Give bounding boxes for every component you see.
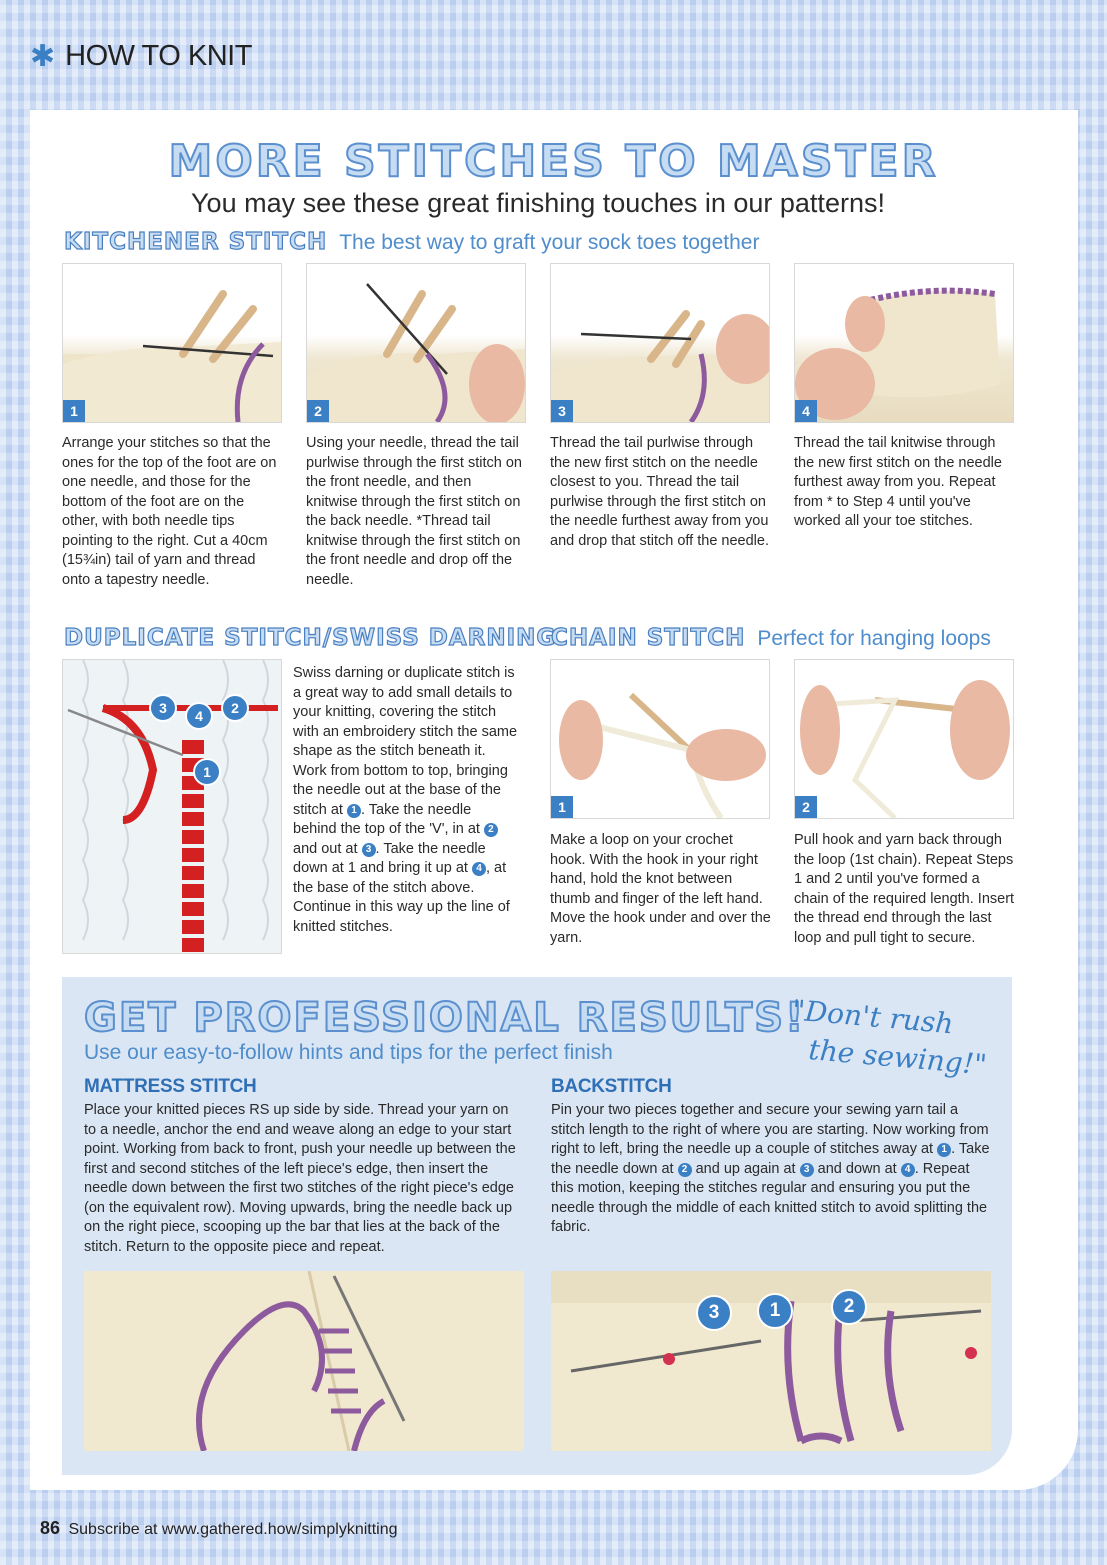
step-badge: 2	[795, 796, 817, 818]
duplicate-heading-row	[64, 625, 556, 651]
chain-heading-row	[551, 625, 991, 651]
marker-4: 4	[185, 702, 213, 730]
kitchener-step-1-text: Arrange your stitches so that the ones for the top of the foot are on one needle, and those for the bottom of the foot are on the other, with both needle tips pointing to the right. Cut a 40cm (15¾in) tail of yarn and thread onto a tapestry needle.	[62, 435, 277, 588]
marker-inline-3: 3	[362, 843, 376, 857]
chain-photo-2	[794, 659, 1014, 819]
kitchener-step-4-text: Thread the tail knitwise through the new first stitch on the needle furthest away from you. Repeat from * to Step 4 until you've worked all your toe stitches.	[794, 435, 1002, 529]
marker-inline-4: 4	[901, 1163, 915, 1177]
subscribe-text: Subscribe at www.gathered.how/simplyknitting	[68, 1521, 398, 1538]
mattress-illustration	[84, 1271, 524, 1451]
marker-inline-1: 1	[347, 804, 361, 818]
backstitch-marker-1: 1	[757, 1293, 793, 1329]
kitchener-heading-row	[64, 229, 759, 255]
duplicate-text-d: . Take the needle down at 1 and bring it up at	[293, 840, 486, 876]
kitchener-illustration-2	[307, 264, 525, 422]
chain-step-1-text: Make a loop on your crochet hook. With the hook in your right hand, hold the knot between thumb and finger of the left hand. Move the hook under and over the yarn.	[550, 832, 771, 946]
marker-inline-4: 4	[472, 862, 486, 876]
kitchener-photo-2	[306, 263, 526, 423]
kitchener-illustration-4	[795, 264, 1013, 422]
backstitch-text	[551, 1101, 991, 1238]
step-badge: 3	[551, 400, 573, 422]
page-subtitle: You may see these great finishing touches in our patterns!	[191, 188, 885, 218]
kitchener-step-3-text: Thread the tail purlwise through the new first stitch on the needle closest to you. Thread the tail purlwise through the first stitch on the needle furthest away from you and drop that stitch off the needle.	[550, 435, 770, 549]
kitchener-subheading: The best way to graft your sock toes together	[339, 231, 760, 254]
quote-line-1: "Don't rush	[790, 993, 955, 1041]
backstitch-text-a: Pin your two pieces together and secure your sewing yarn tail a stitch length to the right of where you are starting. Now working from right to left, bring the needle up a couple of stitches away at	[551, 1102, 989, 1157]
chain-step-2-text: Pull hook and yarn back through the loop (1st chain). Repeat Steps 1 and 2 until you've formed a chain of the required length. Insert the thread end through the last loop and pull tight to secure.	[794, 832, 1015, 946]
duplicate-text	[293, 664, 518, 937]
marker-inline-3: 3	[800, 1163, 814, 1177]
duplicate-text-b: . Take the needle behind the top of the 'V', in at	[293, 801, 480, 837]
duplicate-text-a: Swiss darning or duplicate stitch is a great way to add small details to your knitting, covering the stitch with an embroidery stitch the same shape as the stitch beneath it. Work from bottom to top, bringing the needle out at the base of the stitch at	[293, 665, 518, 818]
marker-2: 2	[221, 694, 249, 722]
tips-heading: GET PROFESSIONAL RESULTS!	[84, 995, 806, 1041]
chain-illustration-1	[551, 660, 769, 818]
page-number: 86	[40, 1518, 61, 1538]
kitchener-illustration-1	[63, 264, 281, 422]
backstitch-text-d: and down at	[817, 1160, 897, 1177]
page-title: MORE STITCHES TO MASTER	[168, 136, 939, 187]
backstitch-marker-3: 3	[696, 1295, 732, 1331]
kitchener-photo-4	[794, 263, 1014, 423]
backstitch-text-b: . Take the needle down at	[551, 1141, 990, 1177]
page-header	[30, 40, 252, 73]
chain-illustration-2	[795, 660, 1013, 818]
mattress-text: Place your knitted pieces RS up side by side. Thread your yarn on to a needle, anchor the end and weave along an edge to your start point. Working from back to front, push your needle up between the first and second stitches of the left piece's edge, then insert the needle down between the first two stitches of the right piece's edge (on the equivalent row). Moving upwards, bring the needle back up on the right piece, scooping up the bar that lies at the back of the stitch. Return to the opposite piece and repeat.	[84, 1102, 516, 1255]
backstitch-text-e: . Repeat this motion, keeping the stitches regular and ensuring you put the needle through the middle of each knitted stitch to avoid splitting the fabric.	[551, 1160, 988, 1235]
quote-line-2: the sewing!"	[807, 1033, 989, 1082]
backstitch-text-c: and up again at	[695, 1160, 796, 1177]
backstitch-photo	[551, 1271, 991, 1451]
duplicate-heading: DUPLICATE STITCH/SWISS DARNING	[64, 625, 557, 651]
chain-heading: CHAIN STITCH	[551, 625, 746, 651]
duplicate-text-c: and out at	[293, 840, 358, 857]
marker-1: 1	[193, 758, 221, 786]
section-label: HOW TO KNIT	[65, 40, 252, 72]
backstitch-marker-2: 2	[831, 1289, 867, 1325]
marker-inline-2: 2	[484, 823, 498, 837]
kitchener-illustration-3	[551, 264, 769, 422]
marker-3: 3	[149, 694, 177, 722]
mattress-photo	[84, 1271, 524, 1451]
mattress-heading: MATTRESS STITCH	[84, 1076, 257, 1097]
kitchener-step-2-text: Using your needle, thread the tail purlwise through the first stitch on the front needle, and then knitwise through the first stitch on the back needle. *Thread tail knitwise through the first stitch on the front needle and drop off the needle.	[306, 435, 522, 588]
step-badge: 1	[63, 400, 85, 422]
asterisk-icon: ✱	[30, 39, 56, 73]
chain-photo-1	[550, 659, 770, 819]
step-badge: 1	[551, 796, 573, 818]
marker-inline-1: 1	[937, 1143, 951, 1157]
duplicate-text-e: , at the base of the stitch above. Continue in this way up the line of knitted stitches.	[293, 860, 510, 935]
kitchener-photo-3	[550, 263, 770, 423]
duplicate-stitch-diagram	[62, 659, 282, 954]
step-badge: 2	[307, 400, 329, 422]
step-badge: 4	[795, 400, 817, 422]
backstitch-heading: BACKSTITCH	[551, 1076, 672, 1097]
marker-inline-2: 2	[678, 1163, 692, 1177]
chain-subheading: Perfect for hanging loops	[757, 627, 991, 650]
kitchener-photo-1	[62, 263, 282, 423]
kitchener-heading: KITCHENER STITCH	[64, 229, 328, 255]
tips-subheading: Use our easy-to-follow hints and tips for the perfect finish	[84, 1041, 613, 1064]
page-footer	[40, 1518, 398, 1539]
